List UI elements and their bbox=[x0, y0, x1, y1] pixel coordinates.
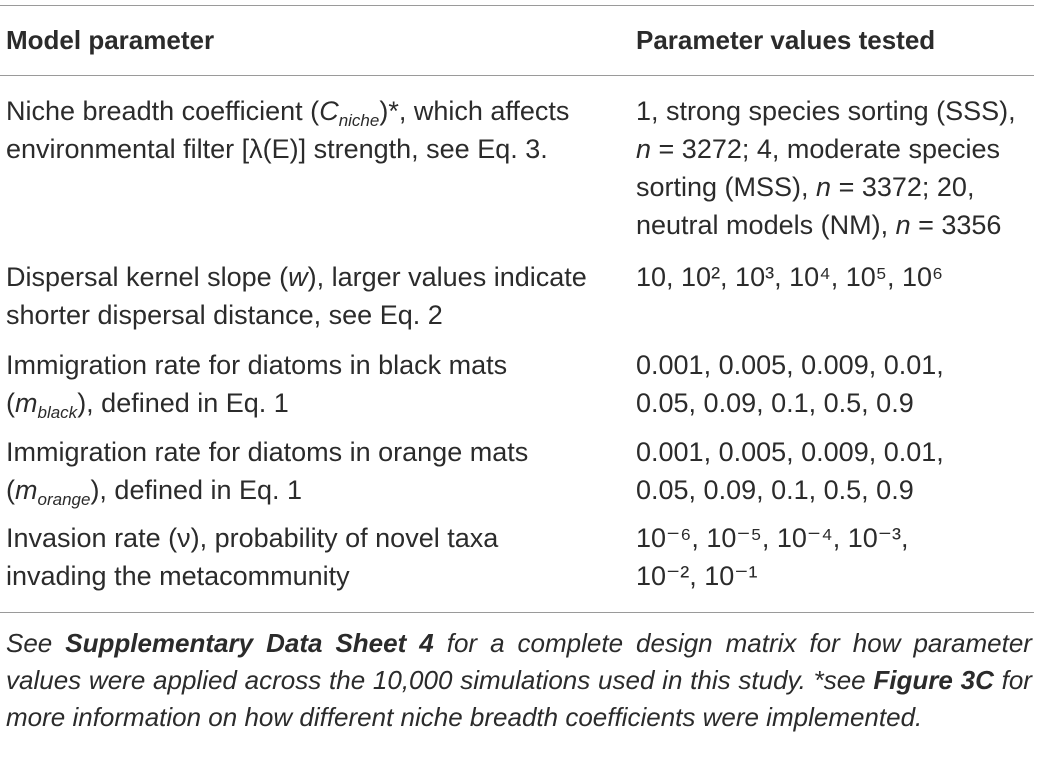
figure-3c-link[interactable]: Figure 3C bbox=[873, 665, 994, 695]
table-row-dispersal-param: Dispersal kernel slope (w), larger values indicate shorter dispersal distance, see Eq. 2 bbox=[6, 262, 587, 330]
table-row-invasion-param: Invasion rate (ν), probability of novel taxa invading the metacommunity bbox=[6, 523, 499, 591]
header-model-parameter: Model parameter bbox=[6, 25, 215, 55]
table-row-immigration-orange-values: 0.001, 0.005, 0.009, 0.01, 0.05, 0.09, 0.1, 0.5, 0.9 bbox=[636, 437, 944, 505]
table-row-immigration-orange-param: Immigration rate for diatoms in orange mats $(m_{orange})$, defined in Eq. 1 bbox=[6, 437, 529, 509]
table-top-rule bbox=[0, 5, 1034, 6]
header-parameter-values: Parameter values tested bbox=[636, 25, 936, 55]
table-row-niche-breadth-param: Niche breadth coefficient $(C_{niche})*$, which affects environmental filter [λ(E)] strength, see Eq. 3. bbox=[6, 96, 570, 164]
table-header-rule bbox=[0, 75, 1034, 76]
table-row-dispersal-values: 10, 10², 10³, 10⁴, 10⁵, 10⁶ bbox=[636, 262, 944, 292]
table-row-immigration-black-param: Immigration rate for diatoms in black mats $(m_{black})$, defined in Eq. 1 bbox=[6, 350, 508, 422]
supplementary-data-link[interactable]: Supplementary Data Sheet 4 bbox=[65, 628, 434, 658]
table-footnote: See Supplementary Data Sheet 4 for a complete design matrix for how parameter values were applied across the 10,000 simulations used in this study. *see Figure 3C for more information on how different niche breadth coefficients were implemented. bbox=[6, 628, 1032, 732]
table-row-immigration-black-values: 0.001, 0.005, 0.009, 0.01, 0.05, 0.09, 0.1, 0.5, 0.9 bbox=[636, 350, 944, 418]
table-row-niche-breadth-values: 1, strong species sorting (SSS), n = 3272; 4, moderate species sorting (MSS), n = 3372; 20, neutral models (NM), n = 3356 bbox=[636, 96, 1016, 240]
table-row-invasion-values: 10⁻⁶, 10⁻⁵, 10⁻⁴, 10⁻³, 10⁻², 10⁻¹ bbox=[636, 523, 909, 591]
table-bottom-rule bbox=[0, 612, 1034, 613]
